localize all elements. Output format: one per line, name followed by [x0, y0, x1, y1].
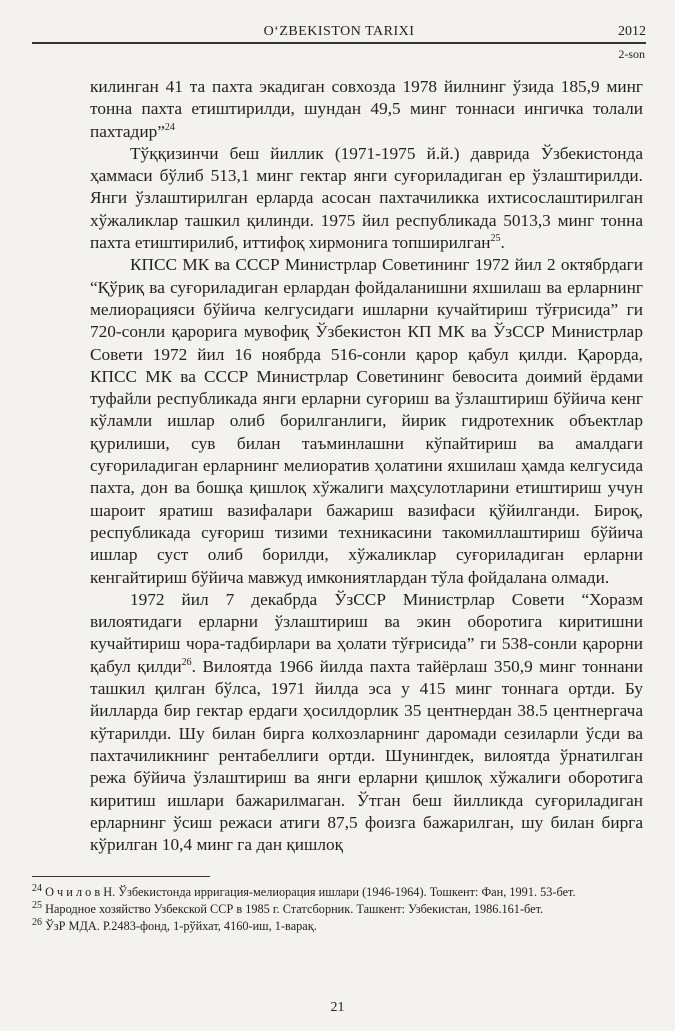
- footnote-rule: [32, 876, 210, 877]
- footnote-number: 24: [32, 882, 42, 894]
- paragraph-text: 1972 йил 7 декабрда ЎзССР Министрлар Совети “Хоразм вилоятидаги ерларни ўзлаштириш ва экин оборотига киритишни кучайтириш чора-тадбирлари ва ҳолати тўғрисида” ги 538-сонли қарорни қабул қилди: [90, 589, 643, 676]
- article-body: [90, 76, 643, 856]
- footnote-text: ЎзР МДА. Р.2483-фонд, 1-рўйхат, 4160-иш, 1-варақ.: [45, 919, 317, 933]
- page-number: 21: [330, 1000, 345, 1015]
- footnote-ref: 25: [490, 233, 501, 245]
- footnote-ref: 24: [164, 121, 175, 133]
- footnote-text: О ч и л о в Н. Ўзбекистонда ирригация-мелиорация ишлари (1946-1964). Тошкент: Фан, 1991. 53-бет.: [45, 885, 576, 899]
- footnote-text: Народное хозяйство Узбекской ССР в 1985 г. Статсборник. Ташкент: Узбекистан, 1986.161-бет.: [45, 902, 544, 916]
- footnote-number: 25: [32, 899, 42, 911]
- footnotes: [32, 884, 644, 935]
- paragraph: [90, 589, 643, 857]
- paragraph: [90, 254, 643, 588]
- paragraph: [90, 76, 643, 143]
- footnote-number: 26: [32, 916, 42, 928]
- paragraph-text: Тўққизинчи беш йиллик (1971-1975 й.й.) даврида Ўзбекистонда ҳаммаси бўлиб 513,1 минг гектар янги суғориладиган ер ўзлаштирилди. Янги ўзлаштирилган ерларда асосан пахтачиликка ихтисослаштирилган хўжаликлар ташкил қилинди. 1975 йил республикада 5013,3 минг тонна пахта етиштирилиб, иттифоқ хирмонига топширилган: [90, 143, 643, 253]
- journal-title: O‘ZBEKISTON TARIXI: [263, 24, 415, 39]
- running-header: [32, 20, 646, 44]
- footnote: [32, 901, 644, 917]
- issue-number: 2-son: [618, 47, 645, 61]
- footnote: [32, 884, 644, 900]
- header-rule: [32, 42, 646, 44]
- journal-year: 2012: [618, 24, 646, 39]
- paragraph: Тўққизинчи беш йиллик (1971-1975 й.й.) даврида Ўзбекистонда ҳаммаси бўлиб 513,1 минг гектар янги суғориладиган ер ўзлаштирилди. Янги ўзлаштирилган ерларда асосан пахтачиликка ихтисослаштирилган хўжаликлар ташкил қилинди. 1975 йил республикада 5013,3 минг тонна пахта етиштирилиб, иттифоқ хирмонига топширилган$^{25}$.: [90, 143, 643, 253]
- footnote-ref: 26: [181, 656, 192, 668]
- paragraph-text: . Вилоятда 1966 йилда пахта тайёрлаш 350,9 минг тоннани ташкил қилган бўлса, 1971 йилда эса у 415 минг тоннага ортди. Бу йилларда бир гектар ердаги ҳосилдорлик 35 центнердан 38.5 центнергача кўтарилди. Шу билан бирга колхозларнинг даромади сезиларли ўсди ва пахтачиликнинг рентабеллиги ортди. Шунингдек, вилоятда ўрнатилган режа бўйича ўзлаштириш ва янги ерларни қишлоқ хўжалиги оборотига киритиш ишлари бажарилмаган. Ўтган беш йилликда суғориладиган ерларнинг ўсиш режаси атиги 87,5 фоизга бажарилган, шу билан бирга кўрилган 10,4 минг га дан қишлоқ: [90, 656, 643, 855]
- paragraph-text: килинган 41 та пахта экадиган совхозда 1978 йилнинг ўзида 185,9 минг тонна пахта етиштирилди, шундан 49,5 минг тоннаси ингичка толали пахтадир”: [90, 77, 643, 141]
- paragraph-text: КПСС МК ва СССР Министрлар Советининг 1972 йил 2 октябрдаги “Қўриқ ва суғориладиган ерлардан фойдаланишни яхшилаш ва ерларнинг мелиорацияси бўйича келгусидаги ишларни кучайтириш тўғрисида” ги 720-сонли қарорига мувофиқ Ўзбекистон КП МК ва ЎзССР Министрлар Совети 1972 йил 16 ноябрда 516-сонли қарор қабул қилди. Қарорда, КПСС МК ва СССР Министрлар Советининг бевосита доимий ёрдами туфайли республикада янги ерларни суғориш ва ўзлаштириш бўйича кенг кўламли ишлар олиб борилганлиги, йирик гидротехник объектлар қурилиши, сув билан таъминлашни кўпайтириш ва амалдаги суғориладиган ерларнинг мелиоратив ҳолатини яхшилаш ҳамда келгусида пахта, дон ва бошқа қишлоқ хўжалиги маҳсулотларини етиштириш учун шароит яратиш вазифалари бажариш вазифаси қўйилганди. Бироқ, республикада суғориш тизими техникасини такомиллаштириш бўйича ишлар суст олиб борилди, хўжаликлар суғориладиган ерларни кенгайтириш бўйича мавжуд имкониятлардан тўла фойдалана олмади.: [90, 255, 643, 587]
- footnote: [32, 918, 644, 934]
